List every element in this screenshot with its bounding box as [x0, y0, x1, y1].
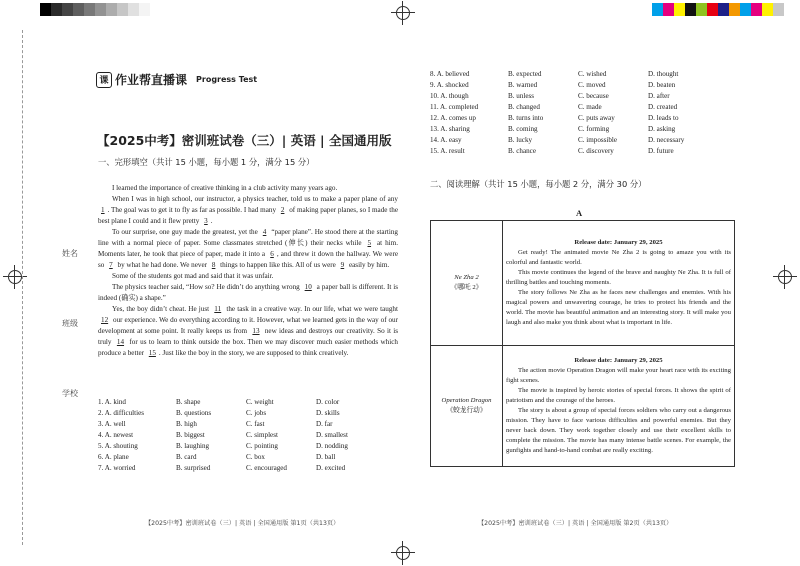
option-c: C. made [578, 103, 602, 111]
option-a: 15. A. result [430, 147, 465, 155]
option-c: C. jobs [246, 409, 267, 417]
option-d: D. after [648, 92, 670, 100]
option-d: D. smallest [316, 431, 348, 439]
blank-number: 3 [204, 217, 208, 225]
logo-text: 作业帮直播课 [115, 73, 188, 87]
option-a: 6. A. plane [98, 453, 129, 461]
movie-name-cell [431, 221, 503, 346]
option-row [98, 452, 376, 463]
option-a: 5. A. shouting [98, 442, 138, 450]
passage-paragraph: When I was in high school, our instructor, a physics teacher, told us to make a paper plane of any 1 . The goal was to get it to fly as far as possible. I had many 2 of making paper planes, so I made the best plane I could and it flew pretty 3 . [98, 195, 398, 225]
option-a: 12. A. comes up [430, 114, 476, 122]
blank-number: 6 [270, 250, 274, 258]
option-d: D. skills [316, 409, 340, 417]
option-row [430, 102, 708, 113]
binding-label-name: 姓名 [62, 249, 78, 258]
passage-paragraph: Some of the students got mad and said that it was unfair. [112, 272, 274, 280]
option-b: B. high [176, 420, 197, 428]
option-c: C. forming [578, 125, 610, 133]
option-d: D. leads to [648, 114, 679, 122]
option-a: 2. A. difficulties [98, 409, 144, 417]
option-row [430, 91, 708, 102]
registration-mark-top [394, 4, 412, 22]
option-c: C. weight [246, 398, 274, 406]
option-row [430, 146, 708, 157]
options-right [430, 69, 708, 157]
option-b: B. laughing [176, 442, 210, 450]
option-row [98, 463, 376, 474]
movie-paragraph: The story follows Ne Zha as he faces new challenges and enemies. With his magical powers and unwavering courage, he tries to protect his friends and the world. The movie has beautiful animation and an interesting story. It will make you laugh and also make you think about what is important in life. [506, 288, 731, 326]
movie-table [430, 220, 735, 467]
blank-number: 2 [280, 206, 285, 214]
blank-number: 13 [252, 327, 260, 335]
option-row [430, 124, 708, 135]
option-row [430, 69, 708, 80]
option-d: D. nodding [316, 442, 348, 450]
option-b: B. shape [176, 398, 201, 406]
option-row [430, 80, 708, 91]
blank-number: 9 [340, 261, 345, 269]
option-c: C. fast [246, 420, 265, 428]
option-c: C. because [578, 92, 609, 100]
option-b: B. card [176, 453, 197, 461]
option-c: C. encouraged [246, 464, 287, 472]
movie-name: Operation Dragon [441, 397, 492, 404]
movie-name-cn: 《蛟龙行动》 [446, 407, 487, 414]
option-b: B. coming [508, 125, 538, 133]
blank-number: 12 [101, 316, 109, 324]
blank-number: 15 [148, 349, 156, 357]
option-b: B. changed [508, 103, 540, 111]
movie-paragraph: This movie continues the legend of the brave and naughty Ne Zha. It is full of thrilling battles and touching moments. [506, 269, 731, 287]
option-b: B. chance [508, 147, 536, 155]
release-date: Release date: January 29, 2025 [574, 357, 663, 365]
cloze-passage [98, 183, 398, 359]
progress-test-label: Progress Test [196, 75, 258, 84]
option-a: 10. A. though [430, 92, 469, 100]
movie-description-cell [503, 346, 735, 467]
section-1-heading: 一、完形填空（共计 15 小题，每小题 1 分，满分 15 分） [98, 157, 315, 167]
option-row [430, 135, 708, 146]
option-b: B. questions [176, 409, 212, 417]
movie-paragraph: The story is about a group of special forces soldiers who carry out a dangerous mission. They have to face various difficulties and powerful enemies. But they never back down. They work together closely and use their excellent skills to complete the mission. The movie has many intense battle scenes. For example, the gunfights and hand-to-hand combat are really exciting. [506, 407, 731, 454]
registration-mark-right [776, 268, 794, 286]
option-b: B. lucky [508, 136, 533, 144]
movie-paragraph: The movie is inspired by heroic stories of special forces. It shows the spirit of patriotism and the courage of the heroes. [506, 387, 731, 405]
option-row [98, 441, 376, 452]
option-a: 8. A. believed [430, 70, 470, 78]
passage-paragraph: To our surprise, one guy made the greatest, yet the 4 “paper plane”. He stood there at the starting line with a normal piece of paper. Some classmates stretched (伸长) their necks while 5 at him. Moments later, he took that piece of paper, made it into a 6 , and threw it down the hallway. We were so 7 by what he had done. We never 8 things to happen like this. All of us were 9 easily by him. [98, 228, 398, 269]
option-c: C. puts away [578, 114, 615, 122]
option-d: D. thought [648, 70, 679, 78]
brand-logo [96, 71, 257, 88]
registration-mark-bottom [394, 544, 412, 562]
passage-paragraph: The physics teacher said, “How so? He didn’t do anything wrong 10 a paper ball is different. It is indeed (确实) a shape.” [98, 283, 398, 302]
option-c: C. wished [578, 70, 607, 78]
footer-right: 【2025中考】密训班试卷（三）| 英语 | 全国通用版 第2页（共13页） [478, 520, 673, 527]
option-a: 7. A. worried [98, 464, 136, 472]
passage-paragraph: I learned the importance of creative thinking in a club activity many years ago. [112, 184, 338, 192]
option-a: 3. A. well [98, 420, 126, 428]
option-d: D. beaten [648, 81, 676, 89]
footer-left: 【2025中考】密训班试卷（三）| 英语 | 全国通用版 第1页（共13页） [145, 520, 340, 527]
passage-a-label: A [576, 208, 583, 218]
movie-paragraph: The action movie Operation Dragon will make your heart race with its exciting fight scenes. [506, 367, 731, 385]
option-b: B. turns into [508, 114, 544, 122]
option-d: D. ball [316, 453, 336, 461]
option-a: 9. A. shocked [430, 81, 469, 89]
option-row [98, 408, 376, 419]
option-c: C. impossible [578, 136, 618, 144]
exam-title: 【2025中考】密训班试卷（三）| 英语 | 全国通用版 [97, 133, 392, 148]
option-a: 14. A. easy [430, 136, 462, 144]
process-color-bar [652, 3, 784, 16]
blank-number: 7 [109, 261, 113, 269]
option-d: D. necessary [648, 136, 685, 144]
option-row [98, 397, 376, 408]
option-a: 1. A. kind [98, 398, 126, 406]
option-a: 11. A. completed [430, 103, 479, 111]
movie-paragraph: Get ready! The animated movie Ne Zha 2 is going to amaze you with its colorful and fantastic world. [506, 249, 731, 267]
option-row [98, 419, 376, 430]
option-b: B. biggest [176, 431, 205, 439]
option-a: 13. A. sharing [430, 125, 470, 133]
option-d: D. color [316, 398, 340, 406]
passage-paragraph: Yes, the boy didn’t cheat. He just 11 the task in a creative way. In our life, what we were taught 12 our experience. We do everything according to it. However, what we learned gets in the way of our development at some point. It really keeps us from 13 new ideas and destroys our creativity. So it is truly 14 for us to learn to think outside the box. Then we may discover much easier methods which produce a better 15 . Just like the boy in the story, we are supposed to think creatively. [98, 305, 398, 357]
option-b: B. unless [508, 92, 535, 100]
blank-number: 1 [101, 206, 105, 214]
option-b: B. surprised [176, 464, 211, 472]
binding-label-class: 班级 [62, 319, 78, 328]
option-c: C. pointing [246, 442, 278, 450]
option-d: D. excited [316, 464, 346, 472]
option-c: C. moved [578, 81, 606, 89]
option-d: D. created [648, 103, 678, 111]
logo-badge-icon: 课 [96, 72, 112, 88]
section-2-heading: 二、阅读理解（共计 15 小题，每小题 2 分，满分 30 分） [430, 179, 647, 189]
option-c: C. box [246, 453, 265, 461]
option-row [98, 430, 376, 441]
blank-number: 8 [211, 261, 216, 269]
movie-name-cell [431, 346, 503, 467]
release-date: Release date: January 29, 2025 [574, 239, 663, 247]
blank-number: 11 [214, 305, 222, 313]
table-row [431, 346, 735, 467]
option-d: D. far [316, 420, 333, 428]
options-left [98, 397, 376, 474]
movie-description-cell [503, 221, 735, 346]
option-b: B. expected [508, 70, 542, 78]
binding-label-school: 学校 [62, 389, 78, 398]
option-c: C. simplest [246, 431, 278, 439]
movie-name-cn: 《哪吒 2》 [450, 284, 483, 291]
option-d: D. asking [648, 125, 676, 133]
option-d: D. future [648, 147, 674, 155]
binding-fold-line [22, 30, 24, 545]
option-row [430, 113, 708, 124]
option-b: B. warned [508, 81, 538, 89]
table-row [431, 221, 735, 346]
option-a: 4. A. newest [98, 431, 134, 439]
movie-name: Ne Zha 2 [454, 274, 479, 281]
grayscale-color-bar [40, 3, 150, 16]
blank-number: 4 [262, 228, 267, 236]
option-c: C. discovery [578, 147, 614, 155]
blank-number: 14 [116, 338, 125, 346]
blank-number: 10 [304, 283, 312, 291]
blank-number: 5 [367, 239, 372, 247]
